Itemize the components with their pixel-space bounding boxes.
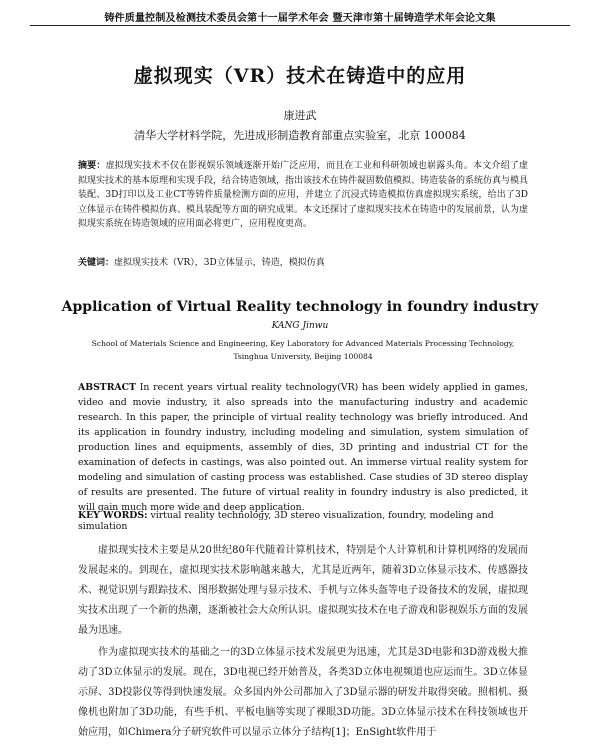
keywords-english <box>78 510 528 532</box>
header-rule <box>30 25 570 26</box>
keywords-english-text: virtual reality technology, 3D stereo visualization, foundry, modeling and simulation <box>78 510 494 532</box>
keywords-chinese-label: 关键词： <box>78 258 115 268</box>
body-paragraph-2: 作为虚拟现实技术的基础之一的3D立体显示技术发展更为迅速，尤其是3D电影和3D游戏极大推动了3D立体显示的发展。现在，3D电视已经开始普及，各类3D立体电视频道也应运而生。3D立体显示屏、3D投影仪等得到快速发展。众多国内外公司都加入了3D显示器的研发并取得突破。照相机、摄像机也附加了3D功能，有些手机、平板电脑等实现了裸眼3D功能。3D立体显示技术在科技领域也开始应用，如Chimera分子研究软件可以显示立体分子结构[1]；EnSight软件用于 <box>78 647 528 738</box>
author-chinese: 康进武 <box>283 109 317 122</box>
keywords-chinese <box>78 255 528 268</box>
keywords-english-label: KEY WORDS: <box>78 510 148 521</box>
title-english: Application of Virtual Reality technology in foundry industry <box>61 299 539 315</box>
affiliation-chinese: 清华大学材料学院，先进成形制造教育部重点实验室，北京 100084 <box>134 129 466 142</box>
keywords-chinese-text: 虚拟现实技术（VR），3D立体显示，铸造，模拟仿真 <box>114 258 325 268</box>
affiliation-english: School of Materials Science and Engineering, Key Laboratory for Advanced Materials Processing Technology, Tsinghua University, Beijing 100084 <box>91 339 515 361</box>
body-paragraph-1: 虚拟现实技术主要是从20世纪80年代随着计算机技术，特别是个人计算机和计算机网络的发展而发展起来的。到现在，虚拟现实技术影响越来越大，尤其是近两年，随着3D立体显示技术、传感器技术、视觉识别与跟踪技术、图形数据处理与显示技术、手机与立体头盔等电子设备技术的发展，虚拟现实技术出现了一个新的热潮，逐渐被社会大众所认识。虚拟现实技术在电子游戏和影视娱乐方面的发展最为迅速。 <box>78 545 528 636</box>
running-header: 铸件质量控制及检测技术委员会第十一届学术年会 暨天津市第十届铸造学术年会论文集 <box>104 13 496 24</box>
abstract-english-text: In recent years virtual reality technology(VR) has been widely applied in games, video and movie industry, it also spreads into the manufacturing industry and academic research. In this paper, the principle of virtual reality technology was briefly introduced. And its application in foundry industry, including modeling and simulation, system simulation of production lines and equipments, assembly of dies, 3D printing and industrial CT for the examination of defects in castings, was also pointed out. An immerse virtual reality system for modeling and simulation of casting process was established. Case studies of 3D stereo display of results are presented. The future of virtual reality in foundry industry is also predicted, it will gain much more wide and deep application. <box>78 382 528 513</box>
abstract-chinese-label: 摘要： <box>78 161 106 171</box>
title-chinese: 虚拟现实（VR）技术在铸造中的应用 <box>133 65 467 87</box>
abstract-chinese-text: 虚拟现实技术不仅在影视娱乐领域逐渐开始广泛应用，而且在工业和科研领域也崭露头角。本文介绍了虚拟现实技术的基本原理和实现手段，结合铸造领域，指出该技术在铸件凝固数值模拟、铸造装备的系统仿真与模具装配、3D打印以及工业CT等铸件质量检测方面的应用，并建立了沉浸式铸造模拟仿真虚拟现实系统，给出了3D立体显示在铸件模拟仿真、模具装配等方面的研究成果。本文还探讨了虚拟现实技术在铸造中的发展前景，认为虚拟现实系统在铸造领域的应用面必将更广，应用程度更高。 <box>78 161 529 229</box>
abstract-english-label: ABSTRACT <box>78 382 136 393</box>
body-text <box>78 541 528 745</box>
author-english: KANG Jinwu <box>271 321 329 331</box>
abstract-chinese <box>78 159 528 232</box>
abstract-english <box>78 380 528 515</box>
